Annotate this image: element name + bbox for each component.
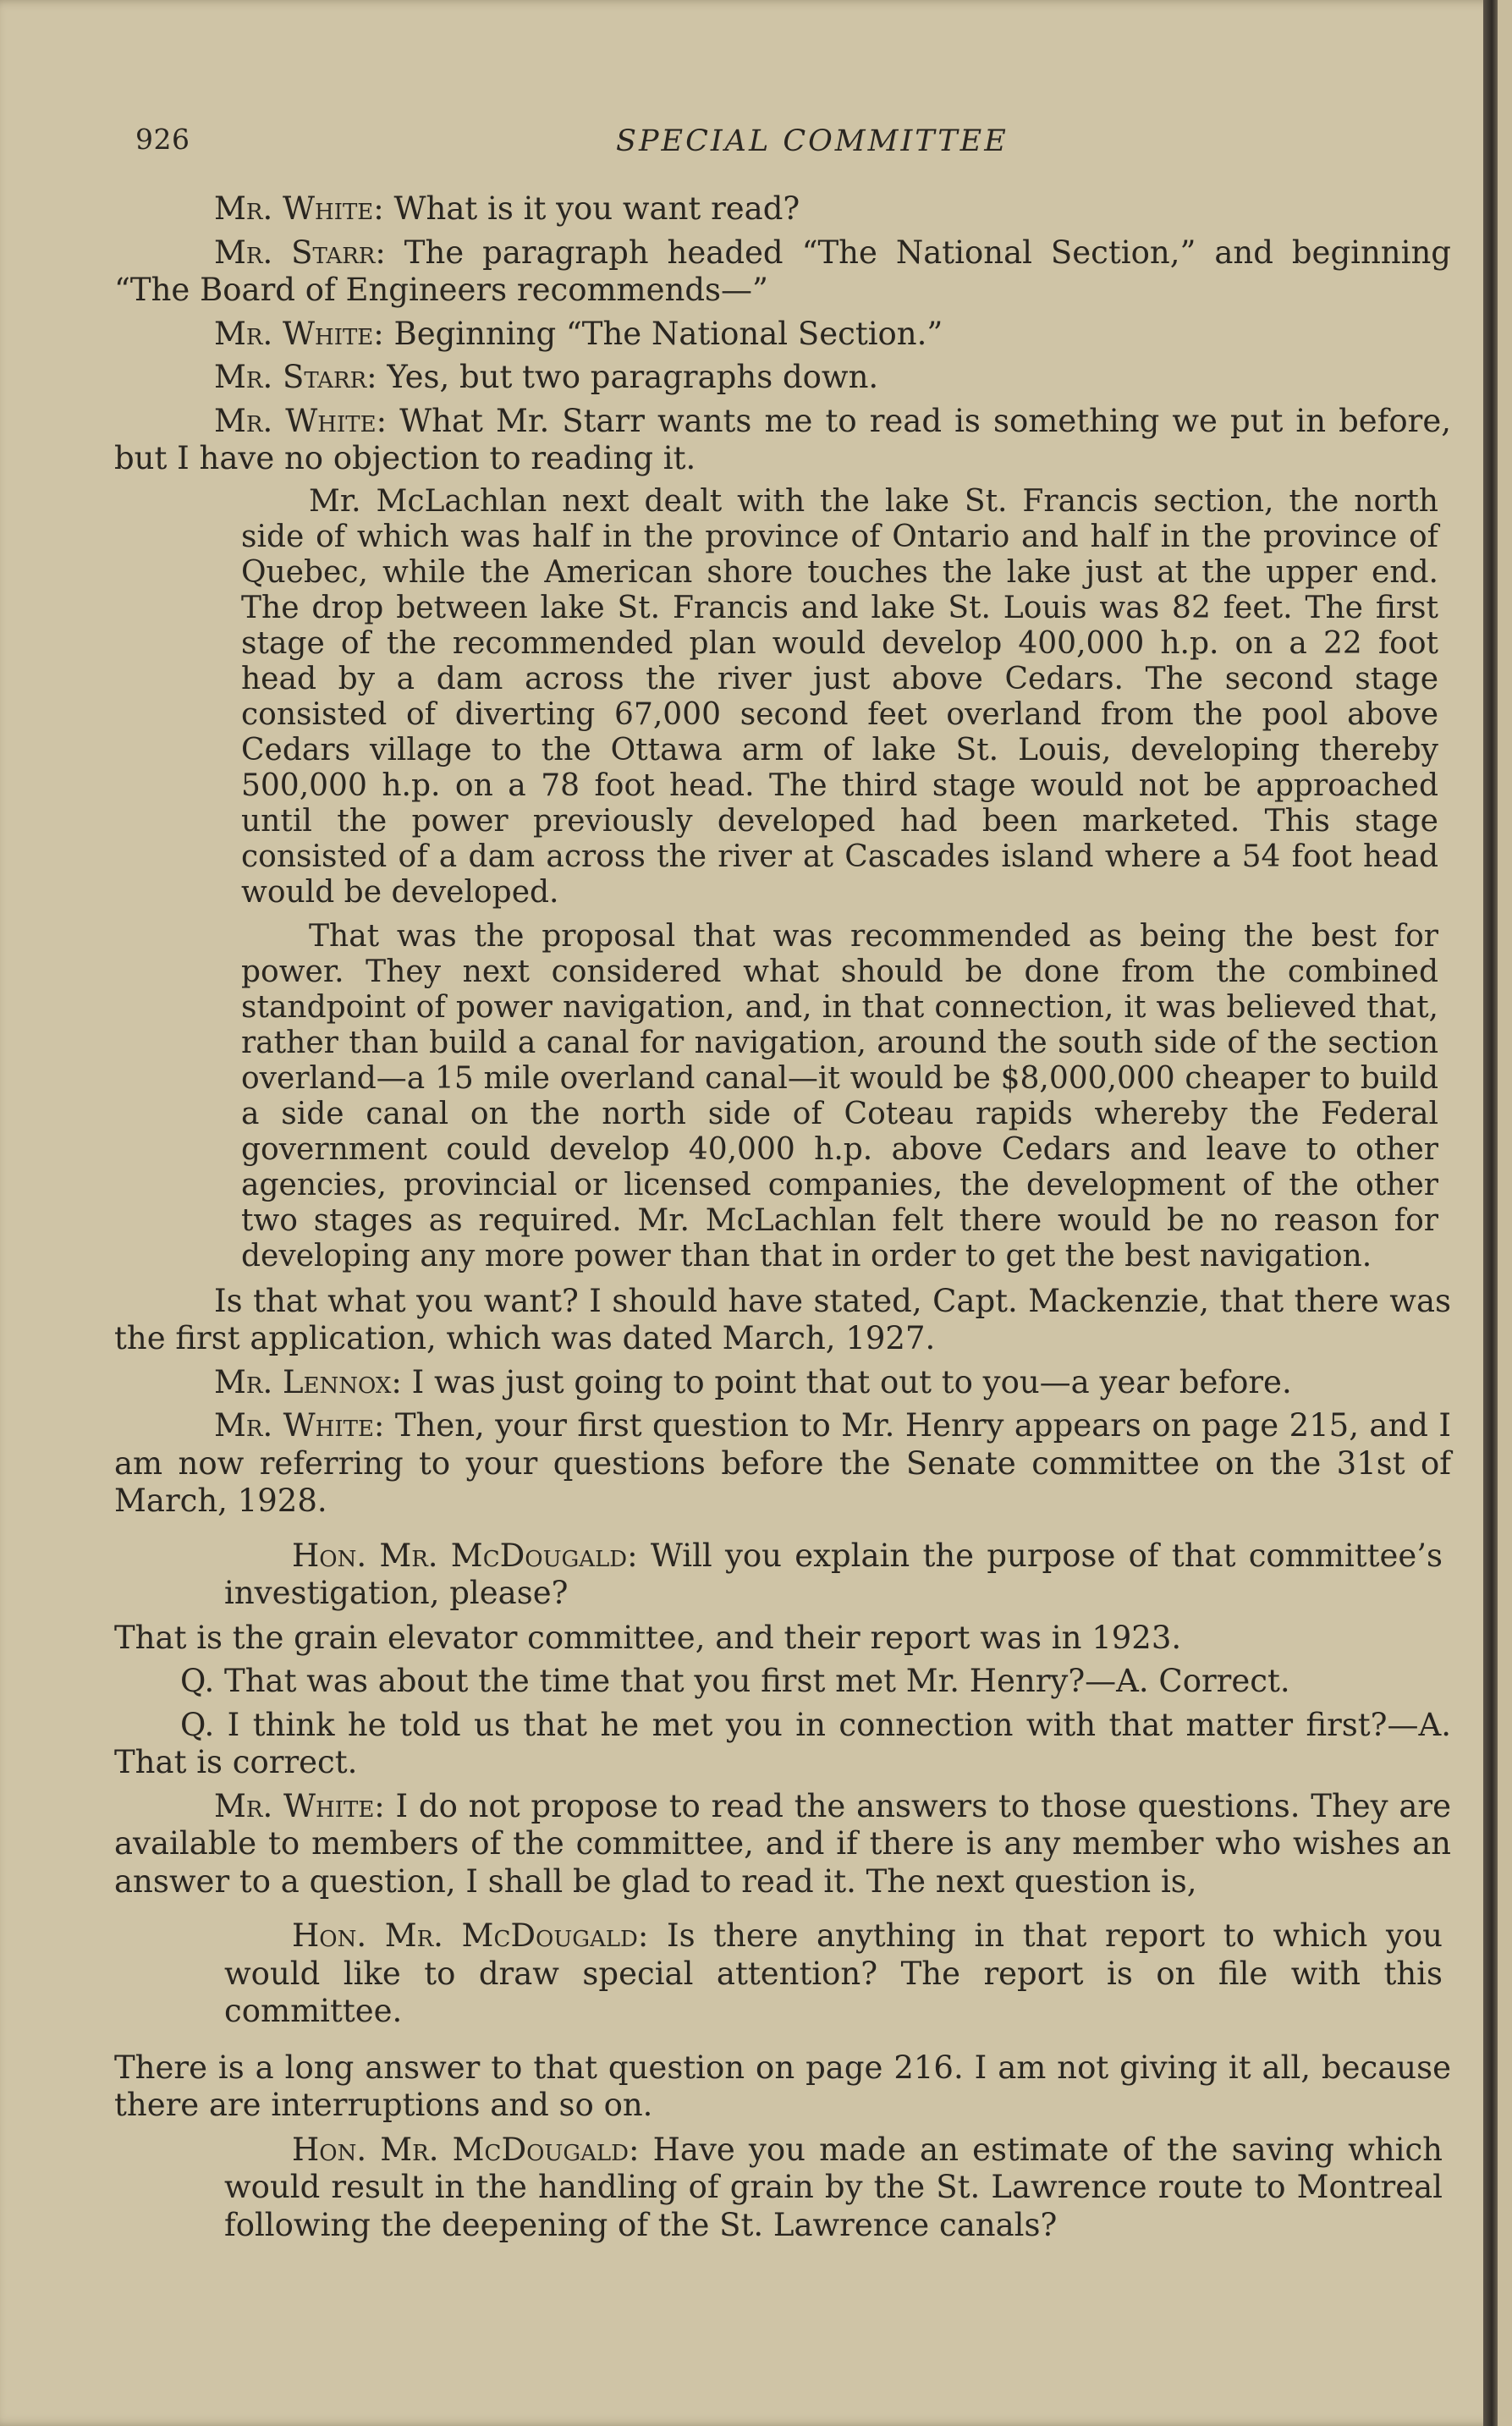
paragraph xyxy=(114,1283,1451,1358)
paragraph xyxy=(114,234,1451,310)
speaker-name: Mr. White: xyxy=(214,1787,385,1824)
paragraph xyxy=(114,403,1451,478)
paragraph-text: What Mr. Starr wants me to read is something we put in before, but I have no objection to reading it. xyxy=(114,402,1451,476)
paragraph xyxy=(114,1407,1451,1521)
quoted-paragraph: That was the proposal that was recommended as being the best for power. They next considered what should be done from the combined standpoint of power navigation, and, in that connection, it was believed that, rather than build a canal for navigation, around the south side of the section overland—a 15 mile overland canal—it would be $8,000,000 cheaper to build a side canal on the north side of Coteau rapids whereby the Federal government could develop 40,000 h.p. above Cedars and leave to other agencies, provincial or licensed companies, the development of the other two stages as required. Mr. McLachlan felt there would be no reason for developing any more power than that in order to get the best navigation. xyxy=(241,918,1438,1274)
paragraph-text: Beginning “The National Section.” xyxy=(383,315,943,352)
paragraph-text: What is it you want read? xyxy=(383,190,800,227)
paragraph-text: The paragraph headed “The National Section,” and beginning “The Board of Engineers recommends—” xyxy=(114,234,1451,308)
speaker-name: Mr. Starr: xyxy=(214,359,377,395)
speaker-name: Hon. Mr. McDougald: xyxy=(292,1537,638,1574)
quoted-paragraph: Mr. McLachlan next dealt with the lake St. Francis section, the north side of which was half in the province of Ontario and half in the province of Quebec, while the American shore touches the lake just at the upper end. The drop between lake St. Francis and lake St. Louis was 82 feet. The first stage of the recommended plan would develop 400,000 h.p. on a 22 foot head by a dam across the river just above Cedars. The second stage consisted of diverting 67,000 second feet overland from the pool above Cedars village to the Ottawa arm of lake St. Louis, developing thereby 500,000 h.p. on a 78 foot head. The third stage would not be approached until the power previously developed had been marketed. This stage consisted of a dam across the river at Cascades island where a 54 foot head would be developed. xyxy=(241,483,1438,910)
qa-line: Q. I think he told us that he met you in connection with that matter first?—A. That is correct. xyxy=(114,1706,1451,1780)
indented-question xyxy=(224,1917,1443,2031)
paragraph xyxy=(114,316,1451,354)
paragraph xyxy=(114,1364,1451,1402)
paragraph-text: Then, your first question to Mr. Henry appears on page 215, and I am now referring to your questions before the Senate committee on the 31st of March, 1928. xyxy=(114,1407,1451,1519)
qa-line: Q. That was about the time that you first met Mr. Henry?—A. Correct. xyxy=(180,1663,1290,1699)
speaker-name: Mr. White: xyxy=(214,1407,385,1444)
paragraph-text: Is there anything in that report to which you would like to draw special attention? The report is on file with this committee. xyxy=(224,1917,1443,2029)
body-text xyxy=(114,190,1451,2251)
speaker-name: Mr. White: xyxy=(214,315,384,352)
indented-question xyxy=(224,1538,1443,1613)
paragraph-text: I do not propose to read the answers to those questions. They are available to members of the committee, and if there is any member who wishes an answer to a question, I shall be glad to read it. The next question is, xyxy=(114,1787,1451,1900)
running-title: SPECIAL COMMITTEE xyxy=(616,124,1009,158)
page-header xyxy=(0,123,1498,165)
paragraph xyxy=(114,1788,1451,1901)
speaker-name: Mr. Lennox: xyxy=(214,1363,402,1400)
speaker-name: Hon. Mr. McDougald: xyxy=(292,2131,640,2168)
speaker-name: Hon. Mr. McDougald: xyxy=(292,1917,649,1954)
paragraph-text: Yes, but two paragraphs down. xyxy=(377,359,879,395)
paragraph-text: I was just going to point that out to you—a year before. xyxy=(401,1363,1292,1400)
speaker-name: Mr. Starr: xyxy=(214,234,386,271)
answer-line: That is the grain elevator committee, and their report was in 1923. xyxy=(114,1619,1182,1656)
speaker-name: Mr. White: xyxy=(214,402,388,439)
answer-paragraph: There is a long answer to that question on page 216. I am not giving it all, because there are interruptions and so on. xyxy=(114,2049,1451,2123)
paragraph-text: Will you explain the purpose of that committee’s investigation, please? xyxy=(224,1537,1443,1611)
page-binding-edge xyxy=(1483,0,1498,2426)
speaker-name: Mr. White: xyxy=(214,190,384,227)
page-number: 926 xyxy=(135,123,190,156)
paragraph xyxy=(114,190,1451,228)
paragraph-text: Is that what you want? I should have stated, Capt. Mackenzie, that there was the first application, which was dated March, 1927. xyxy=(114,1282,1451,1356)
paragraph xyxy=(114,359,1451,397)
indented-question xyxy=(224,2132,1443,2245)
paragraph-text: Have you made an estimate of the saving which would result in the handling of grain by the St. Lawrence route to Montreal following the deepening of the St. Lawrence canals? xyxy=(224,2131,1443,2243)
